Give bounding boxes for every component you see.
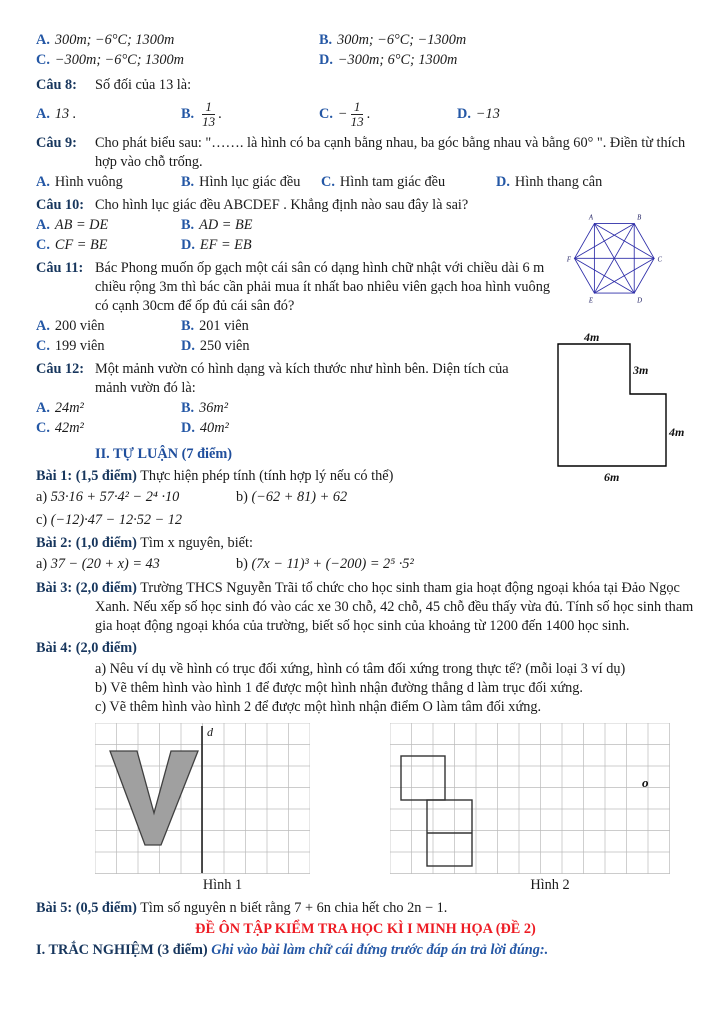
fraction-denominator: 13 (350, 113, 364, 129)
options-row (36, 31, 695, 50)
fraction-denominator: 13 (202, 113, 216, 129)
question-number: Câu 9: (36, 135, 77, 151)
option-a (36, 317, 181, 336)
item-key: b) (236, 556, 248, 572)
option-letter: A. (36, 318, 50, 334)
option-letter: D. (319, 52, 333, 68)
option-c (319, 100, 457, 129)
option-a (36, 105, 181, 124)
option-value: −13 (475, 105, 500, 122)
option-value: 300m; −6°C; −1300m (337, 32, 467, 48)
figure-1-box (95, 723, 310, 895)
bai4-heading (36, 639, 695, 658)
bai4-item-c: c) Vẽ thêm hình vào hình 2 để được một hình nhận điểm O làm tâm đối xứng. (95, 699, 542, 715)
bai3-text: Trường THCS Nguyễn Trãi tổ chức cho học sinh tham gia hoạt động ngoại khóa tại Đảo Ngọc Xanh. Nếu xếp số học sinh đó vào các xe 30 chỗ, 42 chỗ, 45 chỗ đều thấy vừa đủ. Tính số học sinh tham gia hoạt động ngoại khóa của trường, biết số học sinh của khoảng từ 1200 đến 1400 học sinh. (95, 580, 694, 634)
bai3-paragraph (36, 579, 695, 636)
item-expression: (−62 + 81) + 62 (251, 489, 348, 505)
bai1-label: Bài 1: (1,5 điểm) (36, 468, 137, 484)
option-value: Hình thang cân (514, 174, 603, 190)
dim-right: 4m (669, 425, 685, 439)
option-suffix: . (218, 105, 222, 122)
option-b (319, 31, 466, 50)
item-expression: 37 − (20 + x) = 43 (50, 556, 160, 572)
option-suffix: . (366, 105, 371, 122)
option-value: −300m; 6°C; 1300m (337, 52, 458, 68)
bai5-paragraph (36, 899, 695, 918)
bai1-row-c (36, 511, 695, 530)
option-letter: B. (181, 400, 195, 416)
item-expression: (7x − 11)³ + (−200) = 2⁵ ·5² (251, 556, 414, 572)
option-value: 250 viên (199, 338, 250, 354)
option-value: CF = BE (54, 237, 108, 253)
question-stem (36, 134, 695, 172)
bai1-item-b (236, 488, 347, 507)
bai1-row-ab (36, 488, 695, 507)
next-exam-title: ĐỀ ÔN TẬP KIỂM TRA HỌC KÌ I MINH HỌA (ĐỀ 2) (195, 921, 536, 937)
option-value: 201 viên (199, 318, 249, 334)
hexagon-vertex-f: F (566, 256, 571, 264)
option-letter: B. (319, 32, 333, 48)
trac-nghiem-label: I. TRẮC NGHIỆM (3 điểm) (36, 942, 208, 958)
item-key: a) (36, 556, 48, 572)
option-c (321, 173, 496, 192)
option-value: 200 viên (54, 318, 105, 334)
v-shape (110, 751, 198, 845)
item-expression: 53·16 + 57·4² − 2⁴ ·10 (50, 489, 180, 505)
item-expression: (−12)·47 − 12·52 − 12 (50, 512, 183, 528)
option-letter: A. (36, 400, 50, 416)
option-letter: C. (36, 420, 50, 436)
question-number: Câu 8: (36, 77, 77, 93)
option-letter: C. (36, 338, 50, 354)
symmetry-figures (36, 723, 695, 895)
option-value: EF = EB (199, 237, 252, 253)
question-number: Câu 10: (36, 197, 85, 213)
axis-d-label: d (207, 725, 213, 739)
garden-diagram (552, 330, 692, 488)
figure-2-caption: Hình 2 (530, 877, 570, 893)
fraction (351, 100, 364, 129)
option-letter: D. (181, 338, 195, 354)
bai3-label: Bài 3: (2,0 điểm) (36, 580, 137, 596)
grid-figure-1 (95, 723, 310, 874)
question-text: Một mảnh vườn có hình dạng và kích thước như hình bên. Diện tích của mảnh vườn đó là: (95, 361, 509, 396)
option-letter: B. (181, 174, 195, 190)
minus-sign: − (337, 105, 348, 122)
question-8 (36, 76, 695, 132)
option-value: AD = BE (199, 217, 253, 233)
bai5-label: Bài 5: (0,5 điểm) (36, 900, 137, 916)
dim-top: 4m (584, 330, 600, 344)
bai4-item-a: a) Nêu ví dụ về hình có trục đối xứng, hình có tâm đối xứng trong thực tế? (mỗi loại 3 ví dụ) (95, 661, 626, 677)
center-o-label: o (642, 775, 649, 790)
option-letter: C. (321, 174, 335, 190)
option-letter: D. (181, 237, 195, 253)
bai1-text: Thực hiện phép tính (tính hợp lý nếu có thể) (140, 468, 394, 484)
option-value: Hình tam giác đều (339, 174, 446, 190)
option-letter: C. (36, 237, 50, 253)
option-d (457, 105, 500, 124)
bai2-item-b (236, 555, 414, 574)
options-row (36, 51, 695, 70)
question-stem (36, 76, 695, 95)
option-letter: B. (181, 105, 195, 122)
item-key: b) (236, 489, 248, 505)
option-value: 36m² (199, 400, 229, 416)
trac-nghiem-instruction: Ghi vào bài làm chữ cái đứng trước đáp án trả lời đúng:. (211, 942, 549, 958)
option-value: 40m² (199, 420, 229, 436)
fraction-numerator: 1 (202, 100, 215, 115)
option-letter: B. (181, 217, 195, 233)
bai2-text: Tìm x nguyên, biết: (140, 535, 253, 551)
option-value: Hình vuông (54, 174, 123, 190)
option-a (36, 31, 319, 50)
bai2-row-ab (36, 555, 695, 574)
option-d (181, 337, 250, 356)
option-letter: C. (319, 105, 333, 122)
garden-outline (558, 344, 666, 466)
bai5-text: Tìm số nguyên n biết rằng 7 + 6n chia hết cho 2n − 1. (140, 900, 448, 916)
trac-nghiem-heading (36, 941, 695, 960)
question-number: Câu 12: (36, 361, 85, 377)
hexagon-vertex-d: D (637, 297, 643, 305)
section-tu-luan-heading: II. TỰ LUẬN (7 điểm) (95, 446, 233, 462)
option-d (319, 51, 457, 70)
dim-bottom: 6m (604, 470, 620, 484)
option-a (36, 399, 181, 418)
hexagon-figure (566, 200, 666, 315)
bai1-item-a (36, 488, 236, 507)
option-d (181, 419, 229, 438)
option-letter: B. (181, 318, 195, 334)
question-text: Cho phát biểu sau: "……. là hình có ba cạnh bằng nhau, ba góc bằng nhau và bằng 60° ". Điền từ thích hợp vào chỗ trống. (95, 135, 686, 170)
option-c (36, 236, 181, 255)
option-value: 13 . (54, 105, 77, 122)
dim-step: 3m (633, 363, 649, 377)
bai2-heading (36, 534, 695, 553)
option-letter: A. (36, 174, 50, 190)
bai4-label: Bài 4: (2,0 điểm) (36, 640, 137, 656)
option-letter: D. (457, 105, 471, 122)
fraction-numerator: 1 (351, 100, 364, 115)
bai2-label: Bài 2: (1,0 điểm) (36, 535, 137, 551)
option-c (36, 337, 181, 356)
question-text: Bác Phong muốn ốp gạch một cái sân có dạng hình chữ nhật với chiều dài 6 m chiều rộng 3m thì bác cần phải mua ít nhất bao nhiêu viên gạch hoa hình vuông có cạnh 30cm để ốp đủ cái sân đó? (95, 260, 550, 314)
fraction (202, 100, 215, 129)
question7-options (36, 31, 695, 70)
option-b (181, 173, 321, 192)
option-letter: D. (181, 420, 195, 436)
option-d (496, 173, 602, 192)
hexagon-vertex-e: E (588, 297, 594, 305)
option-b (181, 399, 228, 418)
option-value: AB = DE (54, 217, 109, 233)
question-text: Số đối của 13 là: (95, 77, 192, 93)
shape-square-top (401, 756, 445, 800)
hexagon-vertex-b: B (637, 214, 642, 222)
hexagon-vertex-a: A (588, 214, 594, 222)
bai4-item-b: b) Vẽ thêm hình vào hình 1 để được một hình nhận đường thẳng d làm trục đối xứng. (95, 680, 583, 696)
hexagon-vertex-c: C (657, 256, 663, 264)
option-value: 199 viên (54, 338, 105, 354)
question-number: Câu 11: (36, 260, 84, 276)
grid-figure-2 (390, 723, 670, 874)
option-b (181, 216, 252, 235)
option-c (36, 51, 319, 70)
question-text: Cho hình lục giác đều ABCDEF . Khẳng định nào sau đây là sai? (95, 197, 469, 213)
option-value: Hình lục giác đều (199, 174, 301, 190)
option-letter: A. (36, 105, 50, 122)
option-a (36, 173, 181, 192)
option-b (181, 100, 319, 129)
option-b (181, 317, 249, 336)
figure-2-box (390, 723, 670, 895)
item-key: a) (36, 489, 48, 505)
option-letter: A. (36, 217, 50, 233)
option-letter: A. (36, 32, 50, 48)
option-value: −300m; −6°C; 1300m (54, 52, 184, 68)
option-d (181, 236, 252, 255)
option-value: 24m² (54, 400, 84, 416)
option-letter: C. (36, 52, 50, 68)
option-c (36, 419, 181, 438)
item-key: c) (36, 512, 48, 528)
option-value: 300m; −6°C; 1300m (54, 32, 175, 48)
option-letter: D. (496, 174, 510, 190)
question-9 (36, 134, 695, 192)
figure-1-caption: Hình 1 (202, 877, 243, 893)
bai2-item-a (36, 555, 236, 574)
option-a (36, 216, 181, 235)
bai1-item-c (36, 511, 182, 530)
options-row (36, 173, 695, 192)
option-value: 42m² (54, 420, 84, 436)
options-row (36, 96, 695, 132)
